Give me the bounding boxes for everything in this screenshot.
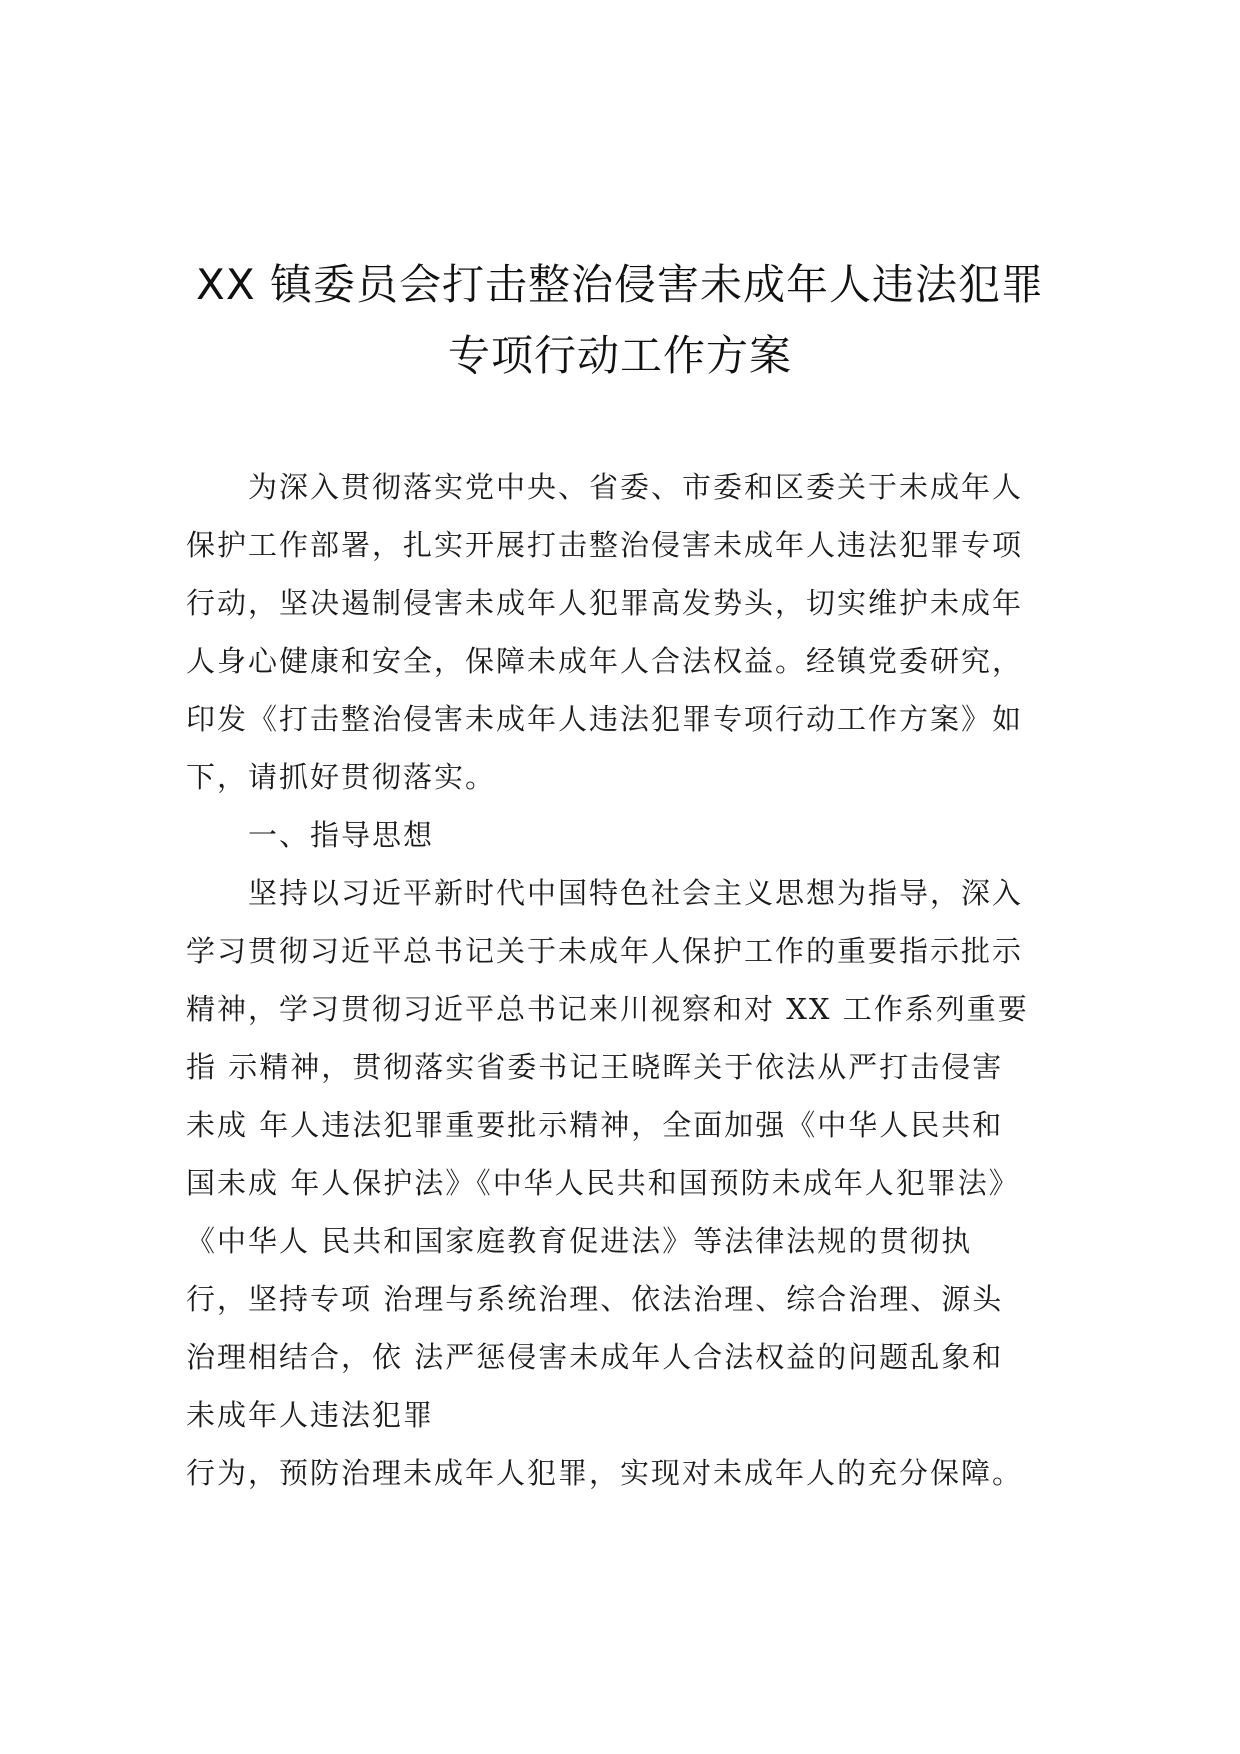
section-line: 行为，预防治理未成年人犯罪，实现对未成年人的充分保障。 [186,1456,1024,1490]
section-line: 未成 年人违法犯罪重要批示精神，全面加强《中华人民共和 [186,1108,1004,1142]
document-body [186,458,1066,1502]
section-line: 指 示精神，贯彻落实省委书记王晓晖关于依法从严打击侵害 [186,1050,1004,1084]
section-line: 《中华人 民共和国家庭教育促进法》等法律法规的贯彻执 [186,1224,973,1258]
section-heading: 一、指导思想 [248,818,435,852]
section-line: 行，坚持专项 治理与系统治理、依法治理、综合治理、源头 [186,1282,1004,1316]
intro-line: 行动，坚决遏制侵害未成年人犯罪高发势头，切实维护未成年 [186,586,1024,620]
document-title-line-1: XX 镇委员会打击整治侵害未成年人违法犯罪 [196,260,1044,309]
intro-line: 印发《打击整治侵害未成年人违法犯罪专项行动工作方案》如 [186,702,1024,736]
intro-line: 人身心健康和安全，保障未成年人合法权益。经镇党委研究， [186,644,1024,678]
section-line: 未成年人违法犯罪 [186,1398,435,1432]
intro-line: 保护工作部署，扎实开展打击整治侵害未成年人违法犯罪专项 [186,528,1024,562]
section-line: 国未成 年人保护法》《中华人民共和国预防未成年人犯罪法》 [186,1166,1020,1200]
document-title-line-2: 专项行动工作方案 [447,331,792,380]
section-line: 坚持以习近平新时代中国特色社会主义思想为指导，深入 [248,876,1024,910]
intro-line: 下，请抓好贯彻落实。 [186,760,497,794]
intro-line: 为深入贯彻落实党中央、省委、市委和区委关于未成年人 [248,470,1024,504]
section-line: 精神，学习贯彻习近平总书记来川视察和对 XX 工作系列重要 [186,992,1029,1026]
section-line: 治理相结合，依 法严惩侵害未成年人合法权益的问题乱象和 [186,1340,1004,1374]
section-line: 学习贯彻习近平总书记关于未成年人保护工作的重要指示批示 [186,934,1024,968]
